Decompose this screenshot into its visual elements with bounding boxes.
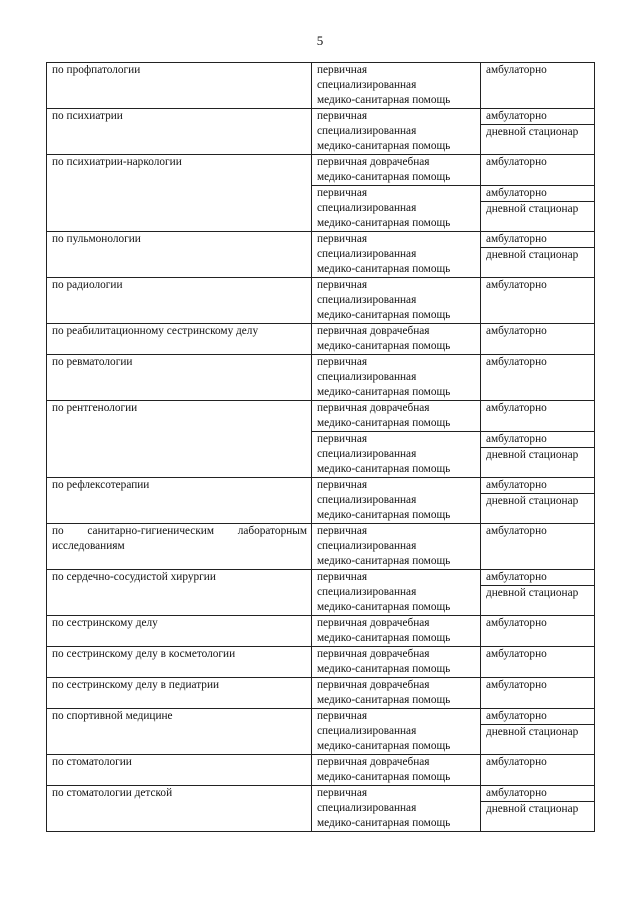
condition-ambulatory: амбулаторно bbox=[486, 679, 547, 691]
care-type-line: первичная bbox=[317, 110, 368, 122]
profile-label: по психиатрии bbox=[52, 110, 123, 122]
care-conditions-cell bbox=[481, 186, 595, 232]
profile-cell bbox=[47, 709, 312, 755]
care-type-line: медико-санитарная помощь bbox=[317, 509, 451, 521]
condition-ambulatory: амбулаторно bbox=[486, 187, 547, 199]
care-type-line: первичная bbox=[317, 187, 368, 199]
care-type-cell bbox=[312, 478, 481, 524]
table-row bbox=[47, 616, 595, 647]
care-type-cell bbox=[312, 186, 481, 232]
care-type-line: первичная доврачебная bbox=[317, 617, 430, 629]
profile-cell bbox=[47, 755, 312, 786]
care-type-cell bbox=[312, 570, 481, 616]
care-type-line: специализированная bbox=[317, 725, 417, 737]
care-type-line: медико-санитарная помощь bbox=[317, 94, 451, 106]
care-type-line: специализированная bbox=[317, 248, 417, 260]
care-conditions-cell bbox=[481, 786, 595, 832]
profile-label: по стоматологии детской bbox=[52, 787, 173, 799]
care-type-line: медико-санитарная помощь bbox=[317, 555, 451, 567]
condition-ambulatory: амбулаторно bbox=[486, 325, 547, 337]
profile-label: по сестринскому делу bbox=[52, 617, 158, 629]
care-type-line: специализированная bbox=[317, 494, 417, 506]
profile-cell bbox=[47, 278, 312, 324]
care-conditions-cell bbox=[481, 432, 595, 478]
care-type-cell bbox=[312, 709, 481, 755]
condition-ambulatory: амбулаторно bbox=[486, 648, 547, 660]
condition-day-hospital: дневной стационар bbox=[481, 447, 594, 463]
care-type-cell bbox=[312, 524, 481, 570]
table-row bbox=[47, 786, 595, 832]
care-type-line: первичная доврачебная bbox=[317, 679, 430, 691]
condition-day-hospital: дневной стационар bbox=[481, 585, 594, 601]
profile-label: по радиологии bbox=[52, 279, 123, 291]
care-conditions-cell bbox=[481, 355, 595, 401]
care-type-line: первичная bbox=[317, 279, 368, 291]
care-type-cell bbox=[312, 109, 481, 155]
care-type-cell bbox=[312, 432, 481, 478]
profile-cell bbox=[47, 355, 312, 401]
table-row bbox=[47, 324, 595, 355]
care-type-line: специализированная bbox=[317, 586, 417, 598]
profile-cell bbox=[47, 324, 312, 355]
care-type-cell bbox=[312, 755, 481, 786]
profile-cell bbox=[47, 401, 312, 478]
care-conditions-cell bbox=[481, 155, 595, 186]
table-row bbox=[47, 678, 595, 709]
care-type-line: медико-санитарная помощь bbox=[317, 263, 451, 275]
care-type-line: специализированная bbox=[317, 79, 417, 91]
condition-ambulatory: амбулаторно bbox=[486, 356, 547, 368]
condition-ambulatory: амбулаторно bbox=[486, 110, 547, 122]
profile-cell bbox=[47, 155, 312, 232]
condition-ambulatory: амбулаторно bbox=[486, 617, 547, 629]
table-row bbox=[47, 524, 595, 570]
profile-cell bbox=[47, 109, 312, 155]
profile-cell bbox=[47, 570, 312, 616]
profile-cell bbox=[47, 786, 312, 832]
care-type-cell bbox=[312, 647, 481, 678]
care-type-line: специализированная bbox=[317, 540, 417, 552]
care-conditions-cell bbox=[481, 109, 595, 155]
profile-cell bbox=[47, 478, 312, 524]
table-row bbox=[47, 570, 595, 616]
table-row bbox=[47, 278, 595, 324]
care-type-line: первичная доврачебная bbox=[317, 156, 430, 168]
profile-label: по профпатологии bbox=[52, 64, 141, 76]
table-row bbox=[47, 355, 595, 401]
table-row bbox=[47, 401, 595, 432]
care-type-cell bbox=[312, 155, 481, 186]
profile-label: по сердечно-сосудистой хирургии bbox=[52, 571, 216, 583]
profile-label: по рентгенологии bbox=[52, 402, 138, 414]
care-type-line: медико-санитарная помощь bbox=[317, 463, 451, 475]
care-type-line: специализированная bbox=[317, 202, 417, 214]
care-type-line: первичная доврачебная bbox=[317, 402, 430, 414]
care-type-line: медико-санитарная помощь bbox=[317, 217, 451, 229]
profile-cell bbox=[47, 678, 312, 709]
care-type-line: медико-санитарная помощь bbox=[317, 417, 451, 429]
care-conditions-cell bbox=[481, 616, 595, 647]
care-conditions-cell bbox=[481, 647, 595, 678]
care-type-cell bbox=[312, 401, 481, 432]
care-type-line: первичная bbox=[317, 571, 368, 583]
care-type-line: медико-санитарная помощь bbox=[317, 740, 451, 752]
care-type-line: специализированная bbox=[317, 802, 417, 814]
care-type-line: специализированная bbox=[317, 448, 417, 460]
profile-label: по психиатрии-наркологии bbox=[52, 156, 182, 168]
condition-ambulatory: амбулаторно bbox=[486, 279, 547, 291]
care-type-cell bbox=[312, 232, 481, 278]
condition-ambulatory: амбулаторно bbox=[486, 233, 547, 245]
profile-label: по пульмонологии bbox=[52, 233, 141, 245]
care-conditions-cell bbox=[481, 401, 595, 432]
condition-ambulatory: амбулаторно bbox=[486, 479, 547, 491]
care-conditions-cell bbox=[481, 524, 595, 570]
care-type-cell bbox=[312, 278, 481, 324]
care-type-line: первичная bbox=[317, 525, 368, 537]
profile-label: по сестринскому делу в косметологии bbox=[52, 648, 236, 660]
table-row bbox=[47, 478, 595, 524]
care-type-cell bbox=[312, 355, 481, 401]
profile-label: по санитарно-гигиеническим лабораторным исследованиям bbox=[52, 525, 307, 552]
condition-day-hospital: дневной стационар bbox=[481, 493, 594, 509]
condition-ambulatory: амбулаторно bbox=[486, 756, 547, 768]
condition-day-hospital: дневной стационар bbox=[481, 124, 594, 140]
profile-label: по ревматологии bbox=[52, 356, 133, 368]
care-type-line: медико-санитарная помощь bbox=[317, 386, 451, 398]
care-type-cell bbox=[312, 786, 481, 832]
condition-ambulatory: амбулаторно bbox=[486, 571, 547, 583]
care-type-line: медико-санитарная помощь bbox=[317, 601, 451, 613]
condition-ambulatory: амбулаторно bbox=[486, 433, 547, 445]
care-type-line: медико-санитарная помощь bbox=[317, 171, 451, 183]
profile-cell bbox=[47, 63, 312, 109]
condition-ambulatory: амбулаторно bbox=[486, 402, 547, 414]
profile-cell bbox=[47, 232, 312, 278]
care-type-line: медико-санитарная помощь bbox=[317, 817, 451, 829]
care-conditions-cell bbox=[481, 63, 595, 109]
table-row bbox=[47, 109, 595, 155]
table-row bbox=[47, 647, 595, 678]
care-type-line: медико-санитарная помощь bbox=[317, 694, 451, 706]
care-type-line: медико-санитарная помощь bbox=[317, 140, 451, 152]
care-type-line: первичная bbox=[317, 356, 368, 368]
table-row bbox=[47, 755, 595, 786]
condition-day-hospital: дневной стационар bbox=[481, 801, 594, 817]
care-conditions-cell bbox=[481, 570, 595, 616]
page-number: 5 bbox=[316, 33, 324, 48]
condition-day-hospital: дневной стационар bbox=[481, 247, 594, 263]
care-type-line: медико-санитарная помощь bbox=[317, 632, 451, 644]
care-conditions-cell bbox=[481, 755, 595, 786]
condition-ambulatory: амбулаторно bbox=[486, 710, 547, 722]
profile-cell bbox=[47, 524, 312, 570]
care-type-line: первичная bbox=[317, 233, 368, 245]
profile-cell bbox=[47, 647, 312, 678]
table-row bbox=[47, 63, 595, 109]
profile-cell bbox=[47, 616, 312, 647]
care-type-line: первичная доврачебная bbox=[317, 756, 430, 768]
care-type-line: медико-санитарная помощь bbox=[317, 309, 451, 321]
profile-label: по рефлексотерапии bbox=[52, 479, 150, 491]
condition-ambulatory: амбулаторно bbox=[486, 64, 547, 76]
table-row bbox=[47, 155, 595, 186]
care-type-line: первичная доврачебная bbox=[317, 325, 430, 337]
care-type-cell bbox=[312, 324, 481, 355]
care-type-line: первичная bbox=[317, 433, 368, 445]
profile-label: по реабилитационному сестринскому делу bbox=[52, 325, 259, 337]
condition-day-hospital: дневной стационар bbox=[481, 201, 594, 217]
condition-ambulatory: амбулаторно bbox=[486, 525, 547, 537]
care-type-line: первичная доврачебная bbox=[317, 648, 430, 660]
care-type-line: первичная bbox=[317, 710, 368, 722]
care-type-line: первичная bbox=[317, 479, 368, 491]
condition-ambulatory: амбулаторно bbox=[486, 156, 547, 168]
care-type-line: специализированная bbox=[317, 371, 417, 383]
care-conditions-cell bbox=[481, 678, 595, 709]
care-conditions-cell bbox=[481, 278, 595, 324]
care-type-cell bbox=[312, 616, 481, 647]
care-type-cell bbox=[312, 63, 481, 109]
care-conditions-cell bbox=[481, 324, 595, 355]
profile-label: по сестринскому делу в педиатрии bbox=[52, 679, 220, 691]
care-conditions-cell bbox=[481, 478, 595, 524]
condition-ambulatory: амбулаторно bbox=[486, 787, 547, 799]
profile-label: по спортивной медицине bbox=[52, 710, 173, 722]
care-conditions-cell bbox=[481, 709, 595, 755]
care-type-line: первичная bbox=[317, 64, 368, 76]
medical-services-table bbox=[46, 62, 595, 832]
care-type-line: медико-санитарная помощь bbox=[317, 771, 451, 783]
condition-day-hospital: дневной стационар bbox=[481, 724, 594, 740]
table-body bbox=[47, 63, 595, 832]
care-type-line: первичная bbox=[317, 787, 368, 799]
care-type-line: медико-санитарная помощь bbox=[317, 663, 451, 675]
table-row bbox=[47, 709, 595, 755]
care-type-line: специализированная bbox=[317, 125, 417, 137]
table-row bbox=[47, 232, 595, 278]
care-type-line: специализированная bbox=[317, 294, 417, 306]
care-type-line: медико-санитарная помощь bbox=[317, 340, 451, 352]
care-conditions-cell bbox=[481, 232, 595, 278]
care-type-cell bbox=[312, 678, 481, 709]
profile-label: по стоматологии bbox=[52, 756, 132, 768]
